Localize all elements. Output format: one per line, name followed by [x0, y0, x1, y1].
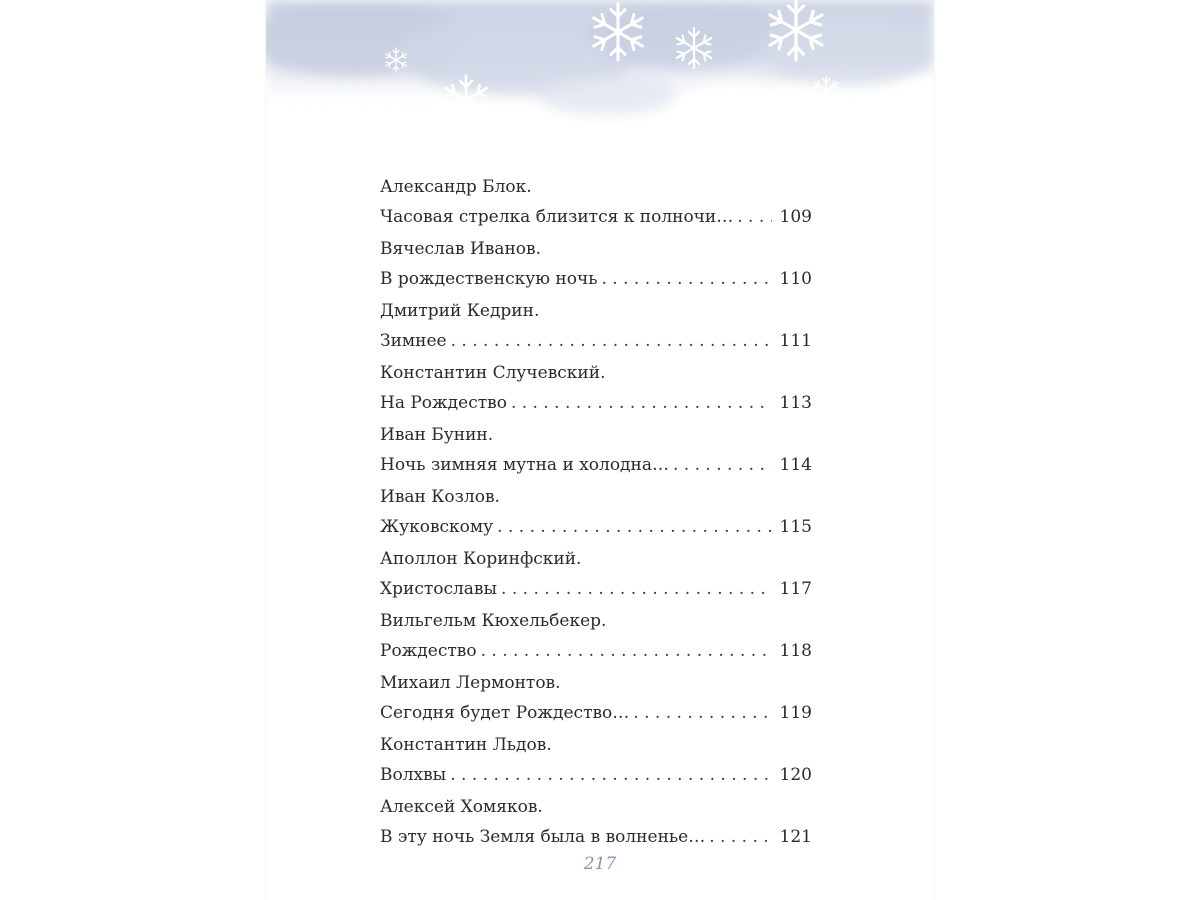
toc-author: Иван Бунин.: [380, 425, 494, 445]
toc-author: Константин Льдов.: [380, 735, 552, 755]
toc-author: Дмитрий Кедрин.: [380, 301, 540, 321]
toc-title-line: [380, 760, 812, 790]
toc-title-line: [380, 202, 812, 232]
snowflake-watercolor-header: [266, 0, 934, 150]
toc-title-line: [380, 388, 812, 418]
dot-leader: [673, 450, 772, 480]
toc-title-line: [380, 574, 812, 604]
toc-page-number: 110: [779, 269, 812, 289]
dot-leader: [601, 264, 772, 294]
toc-page-number: 117: [779, 579, 812, 599]
toc-author: Алексей Хомяков.: [380, 797, 543, 817]
book-page: [266, 0, 934, 900]
toc-page-number: 119: [779, 703, 812, 723]
toc-title: Сегодня будет Рождество…: [380, 703, 630, 723]
toc-title: Жуковскому: [380, 517, 494, 537]
toc-entry[interactable]: [380, 234, 812, 296]
toc-entry[interactable]: [380, 730, 812, 792]
toc-entry[interactable]: [380, 544, 812, 606]
toc-title: В рождественскую ночь: [380, 269, 598, 289]
toc-entry[interactable]: [380, 420, 812, 482]
toc-title: Волхвы: [380, 765, 447, 785]
toc-page-number: 111: [779, 331, 812, 351]
toc-entry[interactable]: [380, 792, 812, 854]
dot-leader: [497, 512, 772, 542]
toc-author: Константин Случевский.: [380, 363, 606, 383]
toc-entry[interactable]: [380, 482, 812, 544]
dot-leader: [737, 202, 772, 232]
toc-title: Зимнее: [380, 331, 447, 351]
table-of-contents: [380, 172, 812, 854]
toc-title-line: [380, 698, 812, 728]
watercolor-snow-illustration: [266, 0, 934, 150]
toc-title-line: [380, 636, 812, 666]
toc-page-number: 113: [779, 393, 812, 413]
page-folio-number: 217: [583, 854, 617, 874]
toc-entry[interactable]: [380, 358, 812, 420]
toc-title: Часовая стрелка близится к полночи…: [380, 207, 734, 227]
toc-title-line: [380, 822, 812, 852]
toc-page-number: 118: [779, 641, 812, 661]
dot-leader: [501, 574, 772, 604]
toc-author: Александр Блок.: [380, 177, 532, 197]
dot-leader: [633, 698, 772, 728]
toc-entry[interactable]: [380, 172, 812, 234]
toc-page-number: 120: [779, 765, 812, 785]
toc-title: Ночь зимняя мутна и холодна…: [380, 455, 669, 475]
toc-title-line: [380, 450, 812, 480]
toc-title: Христославы: [380, 579, 498, 599]
toc-entry[interactable]: [380, 606, 812, 668]
toc-title: Рождество: [380, 641, 477, 661]
dot-leader: [481, 636, 772, 666]
toc-author: Иван Козлов.: [380, 487, 500, 507]
dot-leader: [709, 822, 772, 852]
dot-leader: [511, 388, 772, 418]
toc-title: На Рождество: [380, 393, 507, 413]
toc-author: Вячеслав Иванов.: [380, 239, 542, 259]
toc-author: Михаил Лермонтов.: [380, 673, 561, 693]
dot-leader: [451, 326, 772, 356]
toc-entry[interactable]: [380, 668, 812, 730]
toc-title-line: [380, 512, 812, 542]
toc-page-number: 121: [779, 827, 812, 847]
toc-author: Вильгельм Кюхельбекер.: [380, 611, 607, 631]
toc-entry[interactable]: [380, 296, 812, 358]
toc-title: В эту ночь Земля была в волненье…: [380, 827, 706, 847]
dot-leader: [450, 760, 772, 790]
toc-title-line: [380, 326, 812, 356]
toc-page-number: 115: [779, 517, 812, 537]
toc-page-number: 114: [779, 455, 812, 475]
toc-title-line: [380, 264, 812, 294]
toc-author: Аполлон Коринфский.: [380, 549, 582, 569]
toc-page-number: 109: [779, 207, 812, 227]
